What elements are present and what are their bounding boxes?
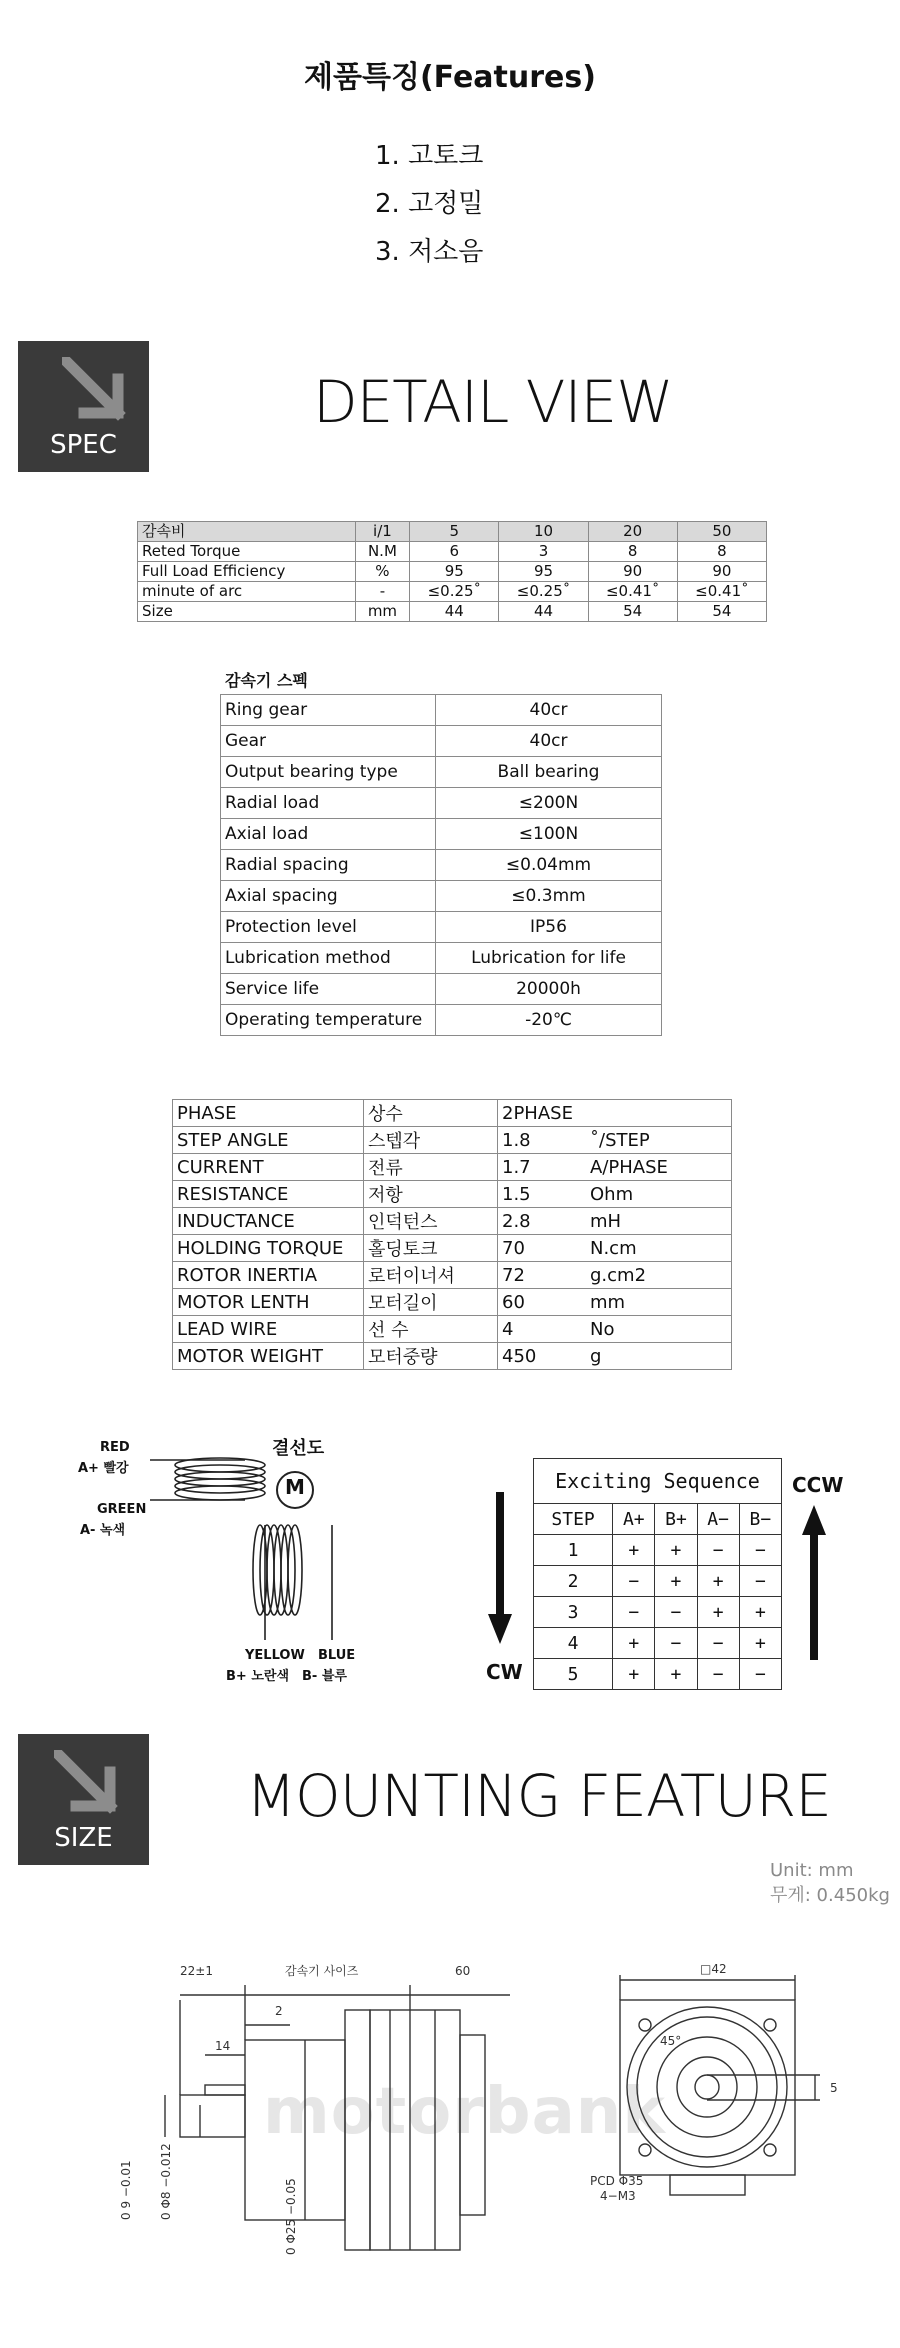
- watermark: motorbank: [263, 2075, 666, 2149]
- table-row: [173, 1208, 732, 1235]
- sequence-cell: +: [697, 1566, 739, 1597]
- table-cell: 감속비: [138, 522, 356, 542]
- sequence-header-cell: B+: [655, 1504, 697, 1535]
- table-row: [173, 1127, 732, 1154]
- size-badge: [18, 1734, 149, 1865]
- wiring-title: 결선도: [272, 1438, 325, 1459]
- table-cell: Full Load Efficiency: [138, 562, 356, 582]
- feature-item: 2. 고정밀: [375, 189, 484, 219]
- table-cell: 54: [588, 602, 677, 622]
- wire-a-minus-label: A- 녹색: [80, 1523, 126, 1538]
- unit-text: Unit: mm: [770, 1860, 854, 1881]
- sequence-cell: 3: [534, 1597, 613, 1628]
- table-cell: 8: [588, 542, 677, 562]
- arrow-down-right-icon: [62, 357, 134, 427]
- table-cell: ≤100N: [436, 819, 662, 850]
- exciting-sequence-table: [533, 1458, 782, 1690]
- table-cell: ≤0.41˚: [588, 582, 677, 602]
- table-cell: Reted Torque: [138, 542, 356, 562]
- table-row: [173, 1154, 732, 1181]
- table-cell: 40cr: [436, 695, 662, 726]
- table-cell: Axial spacing: [221, 881, 436, 912]
- table-cell: 인덕턴스: [364, 1208, 498, 1235]
- dim-2-label: 2: [275, 2004, 283, 2018]
- table-cell: 2.8: [498, 1208, 587, 1235]
- table-row: [173, 1343, 732, 1370]
- table-cell: 홀딩토크: [364, 1235, 498, 1262]
- features-title: 제품특징(Features): [304, 60, 596, 95]
- wiring-diagram: [140, 1445, 350, 1655]
- table-cell: Lubrication method: [221, 943, 436, 974]
- sequence-header-cell: A+: [613, 1504, 655, 1535]
- sequence-cell: +: [739, 1597, 781, 1628]
- table-row: [221, 943, 662, 974]
- table-cell: g: [586, 1343, 732, 1370]
- sequence-row: [534, 1659, 782, 1690]
- table-cell: 44: [410, 602, 499, 622]
- table-cell: N.cm: [586, 1235, 732, 1262]
- table-cell: Service life: [221, 974, 436, 1005]
- table-cell: 모터중량: [364, 1343, 498, 1370]
- gear-ratio-table: [137, 521, 767, 622]
- table-cell: 95: [499, 562, 588, 582]
- table-row: [138, 542, 767, 562]
- table-cell: mm: [586, 1289, 732, 1316]
- table-cell: Ring gear: [221, 695, 436, 726]
- wire-red-label: RED: [100, 1440, 130, 1455]
- table-cell: 50: [677, 522, 766, 542]
- sequence-cell: +: [655, 1535, 697, 1566]
- wire-green-label: GREEN: [97, 1502, 147, 1517]
- table-row: [138, 602, 767, 622]
- feature-item: 1. 고토크: [375, 141, 484, 171]
- table-row: [173, 1235, 732, 1262]
- table-cell: ˚/STEP: [586, 1127, 732, 1154]
- table-cell: mm: [355, 602, 410, 622]
- table-cell: Ohm: [586, 1181, 732, 1208]
- table-cell: 6: [410, 542, 499, 562]
- sequence-cell: −: [739, 1566, 781, 1597]
- table-row: [221, 881, 662, 912]
- sequence-cell: −: [613, 1597, 655, 1628]
- table-cell: Lubrication for life: [436, 943, 662, 974]
- table-row: [221, 788, 662, 819]
- features-list: [375, 132, 483, 276]
- table-cell: 1.7: [498, 1154, 587, 1181]
- boss-diameter-label: 0 Φ25 −0.05: [284, 2178, 298, 2255]
- table-cell: 10: [499, 522, 588, 542]
- sequence-cell: −: [739, 1659, 781, 1690]
- table-cell: 95: [410, 562, 499, 582]
- table-row: [221, 757, 662, 788]
- cw-label: CW: [486, 1660, 523, 1684]
- table-cell: Gear: [221, 726, 436, 757]
- sequence-header-cell: B−: [739, 1504, 781, 1535]
- table-cell: No: [586, 1316, 732, 1343]
- wire-b-plus-label: B+ 노란색: [226, 1669, 290, 1684]
- table-cell: RESISTANCE: [173, 1181, 364, 1208]
- table-cell: Operating temperature: [221, 1005, 436, 1036]
- mounting-feature-title: MOUNTING FEATURE: [246, 1762, 831, 1830]
- shaft-tolerance-label: 0 9 −0.01: [119, 2160, 133, 2220]
- sequence-cell: 1: [534, 1535, 613, 1566]
- table-cell: Protection level: [221, 912, 436, 943]
- sequence-cell: −: [613, 1566, 655, 1597]
- table-cell: 2PHASE: [498, 1100, 587, 1127]
- table-cell: 40cr: [436, 726, 662, 757]
- sequence-cell: −: [697, 1659, 739, 1690]
- table-row: [138, 582, 767, 602]
- spec-badge-label: SPEC: [50, 430, 117, 460]
- sequence-cell: −: [739, 1535, 781, 1566]
- wire-yellow-label: YELLOW: [245, 1648, 305, 1663]
- motor-symbol-label: M: [285, 1475, 305, 1499]
- sequence-cell: −: [655, 1628, 697, 1659]
- table-cell: 스텝각: [364, 1127, 498, 1154]
- table-row: [173, 1181, 732, 1208]
- table-cell: ROTOR INERTIA: [173, 1262, 364, 1289]
- table-row: [221, 819, 662, 850]
- table-cell: 450: [498, 1343, 587, 1370]
- table-cell: Radial spacing: [221, 850, 436, 881]
- table-row: [221, 726, 662, 757]
- sequence-cell: 4: [534, 1628, 613, 1659]
- table-row: [221, 912, 662, 943]
- table-row: [221, 695, 662, 726]
- shaft-diameter-label: 0 Φ8 −0.012: [159, 2143, 173, 2220]
- table-row: [221, 850, 662, 881]
- table-cell: 상수: [364, 1100, 498, 1127]
- sequence-cell: 5: [534, 1659, 613, 1690]
- sequence-cell: −: [655, 1597, 697, 1628]
- table-cell: 20: [588, 522, 677, 542]
- wire-b-minus-label: B- 블루: [302, 1669, 347, 1684]
- table-cell: 8: [677, 542, 766, 562]
- wire-a-plus-label: A+ 빨강: [78, 1461, 129, 1476]
- reducer-spec-table: [220, 694, 662, 1036]
- table-cell: [586, 1100, 732, 1127]
- sequence-cell: −: [697, 1628, 739, 1659]
- coil-a-icon: [150, 1458, 265, 1500]
- table-cell: ≤200N: [436, 788, 662, 819]
- table-row: [221, 1005, 662, 1036]
- table-cell: 4: [498, 1316, 587, 1343]
- weight-text: 무게: 0.450kg: [770, 1885, 890, 1906]
- angle-45-label: 45°: [660, 2034, 682, 2048]
- table-cell: 20000h: [436, 974, 662, 1005]
- cw-arrow-icon: [486, 1492, 514, 1652]
- table-cell: 선 수: [364, 1316, 498, 1343]
- table-cell: g.cm2: [586, 1262, 732, 1289]
- table-cell: minute of arc: [138, 582, 356, 602]
- table-cell: Axial load: [221, 819, 436, 850]
- table-row: [173, 1289, 732, 1316]
- reducer-spec-caption: 감속기 스펙: [225, 671, 308, 690]
- sequence-header-row: [534, 1504, 782, 1535]
- arrow-down-right-icon: [54, 1750, 126, 1820]
- table-cell: ≤0.25˚: [410, 582, 499, 602]
- m3-label: 4−M3: [600, 2189, 636, 2203]
- table-cell: 저항: [364, 1181, 498, 1208]
- detail-view-title: DETAIL VIEW: [313, 368, 673, 436]
- table-cell: 60: [498, 1289, 587, 1316]
- sequence-cell: +: [613, 1659, 655, 1690]
- table-cell: CURRENT: [173, 1154, 364, 1181]
- table-cell: MOTOR WEIGHT: [173, 1343, 364, 1370]
- table-cell: INDUCTANCE: [173, 1208, 364, 1235]
- feature-item: 3. 저소음: [375, 237, 484, 267]
- pcd-label: PCD Φ35: [590, 2174, 644, 2188]
- sequence-row: [534, 1535, 782, 1566]
- sequence-cell: +: [613, 1535, 655, 1566]
- dim-5-label: 5: [830, 2081, 838, 2095]
- table-cell: PHASE: [173, 1100, 364, 1127]
- table-cell: -: [355, 582, 410, 602]
- table-cell: 1.5: [498, 1181, 587, 1208]
- table-cell: 5: [410, 522, 499, 542]
- sequence-row: [534, 1566, 782, 1597]
- sequence-header-cell: A−: [697, 1504, 739, 1535]
- table-cell: 로터이너셔: [364, 1262, 498, 1289]
- table-row: [138, 562, 767, 582]
- table-cell: Output bearing type: [221, 757, 436, 788]
- table-cell: %: [355, 562, 410, 582]
- sequence-title-row: [534, 1459, 782, 1504]
- table-cell: IP56: [436, 912, 662, 943]
- sequence-cell: 2: [534, 1566, 613, 1597]
- sequence-cell: +: [655, 1659, 697, 1690]
- table-row: [173, 1100, 732, 1127]
- table-cell: -20℃: [436, 1005, 662, 1036]
- table-cell: 3: [499, 542, 588, 562]
- dim-22-label: 22±1: [180, 1964, 213, 1978]
- dim-14-label: 14: [215, 2039, 231, 2053]
- size-badge-label: SIZE: [54, 1823, 113, 1853]
- table-cell: 44: [499, 602, 588, 622]
- table-cell: Ball bearing: [436, 757, 662, 788]
- table-cell: Size: [138, 602, 356, 622]
- sequence-cell: +: [613, 1628, 655, 1659]
- dim-60-label: 60: [455, 1964, 471, 1978]
- sequence-header-cell: STEP: [534, 1504, 613, 1535]
- table-cell: ≤0.41˚: [677, 582, 766, 602]
- table-row: [221, 974, 662, 1005]
- table-row: [138, 522, 767, 542]
- table-cell: ≤0.04mm: [436, 850, 662, 881]
- table-cell: MOTOR LENTH: [173, 1289, 364, 1316]
- table-cell: ≤0.3mm: [436, 881, 662, 912]
- table-cell: i/1: [355, 522, 410, 542]
- unit-info: [770, 1858, 890, 1908]
- table-cell: 72: [498, 1262, 587, 1289]
- table-cell: 모터길이: [364, 1289, 498, 1316]
- table-cell: N.M: [355, 542, 410, 562]
- square-42-label: □42: [700, 1962, 727, 1976]
- sequence-title: Exciting Sequence: [534, 1459, 782, 1504]
- table-cell: HOLDING TORQUE: [173, 1235, 364, 1262]
- sequence-cell: +: [697, 1597, 739, 1628]
- table-cell: 90: [677, 562, 766, 582]
- table-cell: 70: [498, 1235, 587, 1262]
- wire-blue-label: BLUE: [318, 1648, 356, 1663]
- sequence-cell: −: [697, 1535, 739, 1566]
- sequence-row: [534, 1628, 782, 1659]
- table-cell: 54: [677, 602, 766, 622]
- mounting-drawing: [90, 1955, 900, 2255]
- coil-b-icon: [253, 1525, 332, 1640]
- sequence-cell: +: [739, 1628, 781, 1659]
- table-cell: 90: [588, 562, 677, 582]
- table-cell: 1.8: [498, 1127, 587, 1154]
- table-cell: 전류: [364, 1154, 498, 1181]
- table-cell: STEP ANGLE: [173, 1127, 364, 1154]
- table-cell: mH: [586, 1208, 732, 1235]
- ccw-label: CCW: [792, 1473, 844, 1497]
- sequence-row: [534, 1597, 782, 1628]
- table-cell: LEAD WIRE: [173, 1316, 364, 1343]
- table-row: [173, 1316, 732, 1343]
- reducer-size-label: 감속기 사이즈: [285, 1964, 359, 1978]
- sequence-cell: +: [655, 1566, 697, 1597]
- table-cell: ≤0.25˚: [499, 582, 588, 602]
- table-cell: Radial load: [221, 788, 436, 819]
- motor-spec-table: [172, 1099, 732, 1370]
- table-cell: A/PHASE: [586, 1154, 732, 1181]
- table-row: [173, 1262, 732, 1289]
- ccw-arrow-icon: [800, 1505, 828, 1660]
- spec-badge: [18, 341, 149, 472]
